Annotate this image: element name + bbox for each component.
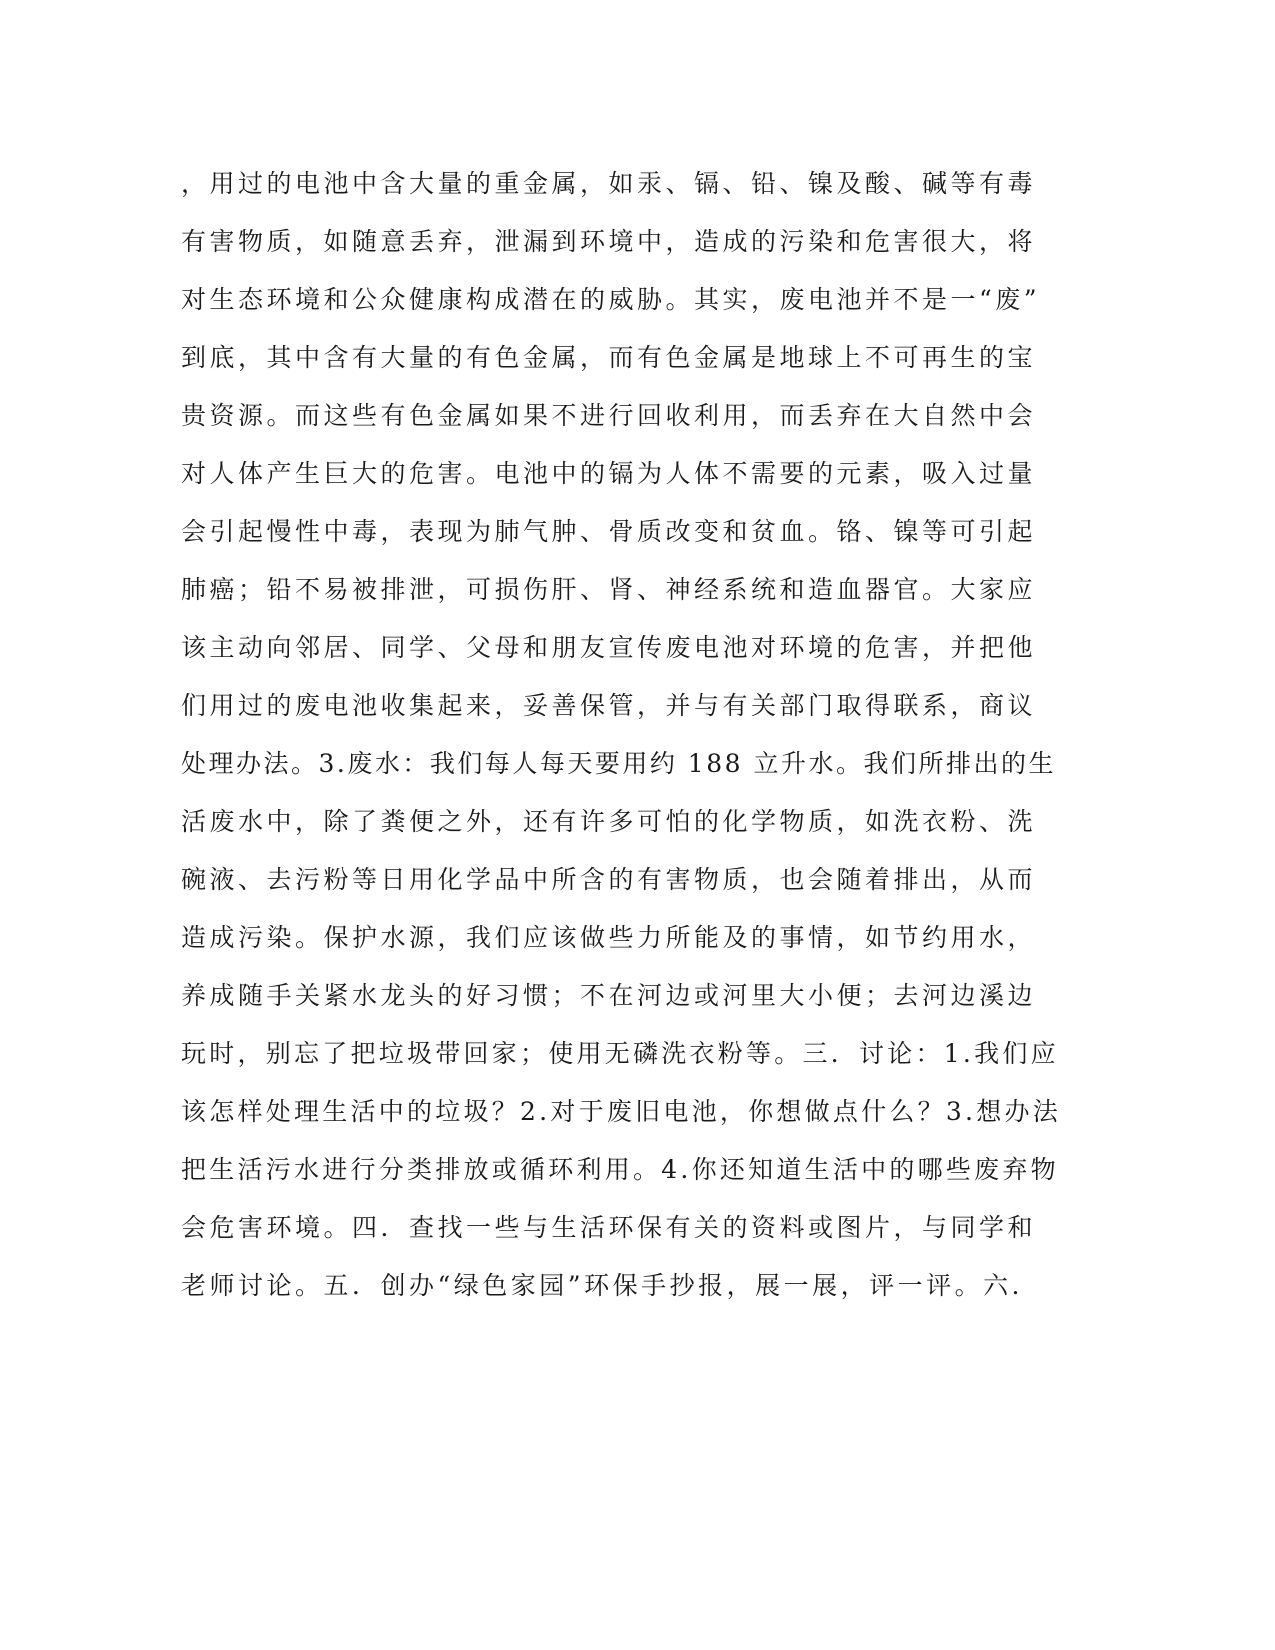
text-line: ，用过的电池中含大量的重金属，如汞、镉、铅、镍及酸、碱等有毒 (181, 169, 1037, 198)
text-line: 把生活污水进行分类排放或循环利用。4.你还知道生活中的哪些废弃物 (181, 1155, 1059, 1184)
text-line: 对人体产生巨大的危害。电池中的镉为人体不需要的元素，吸入过量 (181, 459, 1037, 488)
text-line: 碗液、去污粉等日用化学品中所含的有害物质，也会随着排出，从而 (181, 865, 1037, 894)
text-line: 肺癌；铅不易被排泄，可损伤肝、肾、神经系统和造血器官。大家应 (181, 575, 1037, 604)
text-line: 老师讨论。五．创办“绿色家园”环保手抄报，展一展，评一评。六． (181, 1271, 1041, 1300)
text-line: 对生态环境和公众健康构成潜在的威胁。其实，废电池并不是一“废” (181, 285, 1041, 314)
text-line: 会引起慢性中毒，表现为肺气肿、骨质改变和贫血。铬、镍等可引起 (181, 517, 1037, 546)
text-line: 们用过的废电池收集起来，妥善保管，并与有关部门取得联系，商议 (181, 691, 1037, 720)
text-line: 养成随手关紧水龙头的好习惯；不在河边或河里大小便；去河边溪边 (181, 981, 1037, 1010)
text-line: 会危害环境。四．查找一些与生活环保有关的资料或图片，与同学和 (181, 1213, 1037, 1242)
text-line: 该主动向邻居、同学、父母和朋友宣传废电池对环境的危害，并把他 (181, 633, 1037, 662)
body-text (181, 155, 1061, 1315)
text-line: 处理办法。3.废水：我们每人每天要用约 188 立升水。我们所排出的生 (181, 749, 1056, 778)
text-line: 到底，其中含有大量的有色金属，而有色金属是地球上不可再生的宝 (181, 343, 1037, 372)
text-line: 有害物质，如随意丢弃，泄漏到环境中，造成的污染和危害很大，将 (181, 227, 1037, 256)
text-line: 贵资源。而这些有色金属如果不进行回收利用，而丢弃在大自然中会 (181, 401, 1037, 430)
text-line: 该怎样处理生活中的垃圾？2.对于废旧电池，你想做点什么？3.想办法 (181, 1097, 1061, 1126)
text-line: 玩时，别忘了把垃圾带回家；使用无磷洗衣粉等。三．讨论：1.我们应 (181, 1039, 1059, 1068)
text-line: 造成污染。保护水源，我们应该做些力所能及的事情，如节约用水， (181, 923, 1037, 952)
text-line: 活废水中，除了粪便之外，还有许多可怕的化学物质，如洗衣粉、洗 (181, 807, 1037, 836)
